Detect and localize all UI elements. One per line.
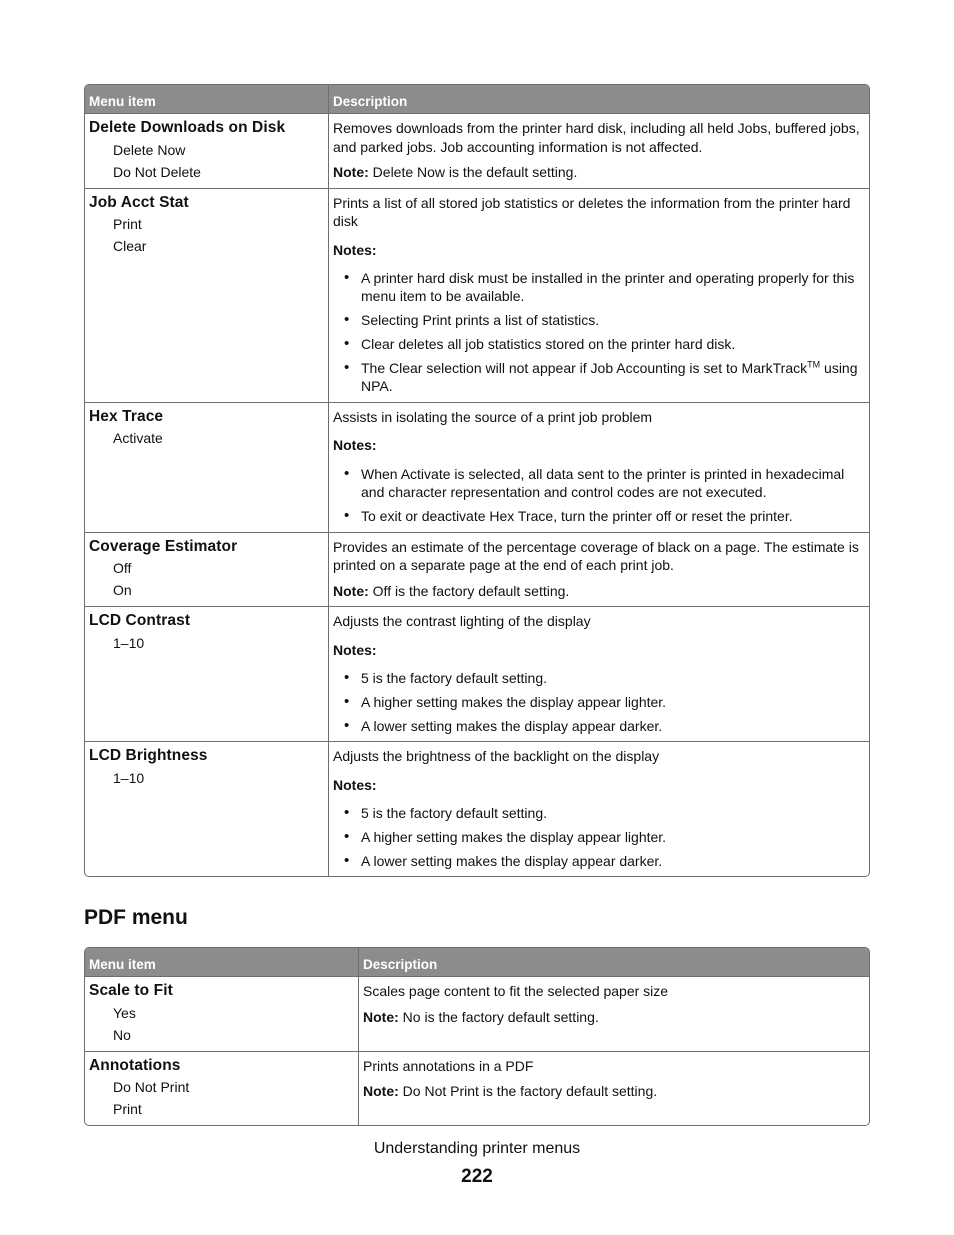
menu-option: Off	[113, 560, 132, 576]
description-text: Prints a list of all stored job statistics or deletes the information from the printer hard disk	[333, 194, 851, 229]
menu-item-name: LCD Contrast	[89, 612, 191, 629]
list-item-text: using NPA.	[361, 360, 858, 394]
trademark-superscript: TM	[807, 359, 821, 370]
description-cell	[358, 1051, 869, 1126]
menu-item-name: LCD Brightness	[89, 747, 208, 764]
notes-list	[333, 804, 865, 870]
menu-option: Clear	[113, 238, 147, 254]
table-row	[85, 741, 869, 876]
table-row	[85, 188, 869, 402]
table-row	[85, 606, 869, 741]
notes-heading: Notes:	[333, 776, 377, 793]
menu-item-cell	[85, 188, 328, 402]
note	[333, 163, 865, 182]
menu-item-cell	[85, 113, 328, 188]
table-row	[85, 532, 869, 607]
note-label: Note:	[333, 164, 369, 180]
description-text: Scales page content to fit the selected paper size	[363, 983, 669, 999]
footer-title: Understanding printer menus	[373, 1140, 581, 1157]
menu-option: Do Not Delete	[113, 163, 201, 180]
list-item	[361, 359, 865, 395]
description-cell	[328, 402, 869, 532]
description-cell	[328, 532, 869, 607]
menu-option: Print	[113, 216, 142, 232]
list-item: • A printer hard disk must be installed in the printer and operating properly for this menu item to be available.	[361, 269, 865, 305]
menu-option: Delete Now	[113, 141, 186, 158]
description-text: Provides an estimate of the percentage coverage of black on a page. The estimate is printed on a separate page at the end of each print job.	[333, 538, 859, 573]
notes-heading: Notes:	[333, 437, 377, 453]
list-item-text: The Clear selection will not appear if Job Accounting is set to MarkTrack	[361, 360, 808, 376]
menu-option: On	[113, 582, 132, 598]
list-item: • A higher setting makes the display appear lighter.	[361, 693, 865, 711]
description-column-header: Description	[358, 948, 869, 976]
section-title: PDF menu	[84, 906, 188, 929]
list-item: • 5 is the factory default setting.	[361, 669, 865, 687]
list-item: • When Activate is selected, all data sent to the printer is printed in hexadecimal and character representation and control codes are not executed.	[361, 465, 865, 501]
description-column-header: Description	[328, 85, 869, 113]
menu-item-cell	[85, 976, 358, 1051]
menu-item-cell	[85, 402, 328, 532]
note-text: Delete Now is the default setting.	[368, 164, 578, 180]
menu-item-name: Delete Downloads on Disk	[89, 119, 286, 136]
table-header-row	[85, 85, 869, 113]
description-text: Prints annotations in a PDF	[363, 1057, 534, 1074]
description-cell	[328, 113, 869, 188]
description-cell	[328, 188, 869, 402]
notes-list	[333, 269, 865, 395]
list-item: • A lower setting makes the display appear darker.	[361, 852, 865, 870]
note	[363, 1082, 865, 1101]
description-cell	[358, 976, 869, 1051]
menu-item-cell	[85, 606, 328, 741]
menu-item-cell	[85, 741, 328, 876]
menu-option: 1–10	[113, 769, 145, 786]
menu-option: Activate	[113, 430, 163, 446]
menu-item-cell	[85, 532, 328, 607]
menu-item-column-header: Menu item	[85, 948, 358, 976]
note-label: Note:	[363, 1008, 399, 1025]
page-number: 222	[461, 1166, 493, 1187]
menu-option: No	[113, 1026, 131, 1043]
notes-list	[333, 465, 865, 525]
list-item: • A higher setting makes the display appear lighter.	[361, 828, 865, 846]
note-text: No is the factory default setting.	[398, 1008, 599, 1025]
list-item: • 5 is the factory default setting.	[361, 804, 865, 822]
note	[363, 1008, 865, 1027]
table-row	[85, 1051, 869, 1126]
table-row	[85, 976, 869, 1051]
note-label: Note:	[363, 1083, 399, 1099]
description-text: Adjusts the brightness of the backlight on the display	[333, 748, 660, 764]
menu-option: 1–10	[113, 634, 145, 651]
table-row	[85, 113, 869, 188]
description-cell	[328, 606, 869, 741]
notes-heading: Notes:	[333, 641, 377, 658]
note-text: Do Not Print is the factory default setting.	[398, 1083, 658, 1099]
note	[333, 582, 865, 601]
list-item: • A lower setting makes the display appear darker.	[361, 717, 865, 735]
menu-item-cell	[85, 1051, 358, 1126]
table-row	[85, 402, 869, 532]
note-text: Off is the factory default setting.	[368, 582, 570, 599]
menu-item-name: Hex Trace	[89, 407, 164, 425]
list-item: • Clear deletes all job statistics stored on the printer hard disk.	[361, 335, 865, 353]
menu-option: Do Not Print	[113, 1079, 190, 1095]
menu-option: Yes	[113, 1004, 136, 1021]
menu-item-name: Scale to Fit	[89, 982, 173, 999]
notes-list	[333, 669, 865, 735]
description-text: Assists in isolating the source of a print job problem	[333, 408, 653, 425]
menu-option: Print	[113, 1101, 142, 1117]
menu-item-name: Annotations	[89, 1056, 181, 1074]
notes-heading: Notes:	[333, 241, 377, 258]
menu-item-name: Job Acct Stat	[89, 193, 189, 211]
pdf-menu-table	[84, 947, 870, 1126]
menu-item-name: Coverage Estimator	[89, 537, 238, 555]
menu-item-column-header: Menu item	[85, 85, 328, 113]
list-item: • Selecting Print prints a list of statistics.	[361, 311, 865, 329]
list-item: • To exit or deactivate Hex Trace, turn the printer off or reset the printer.	[361, 507, 865, 525]
settings-menu-table	[84, 84, 870, 877]
note-label: Note:	[333, 582, 369, 599]
table-header-row	[85, 948, 869, 976]
description-text: Removes downloads from the printer hard disk, including all held Jobs, buffered jobs, and parked jobs. Job accounting information is not affected.	[333, 120, 860, 155]
description-cell	[328, 741, 869, 876]
description-text: Adjusts the contrast lighting of the display	[333, 613, 591, 629]
